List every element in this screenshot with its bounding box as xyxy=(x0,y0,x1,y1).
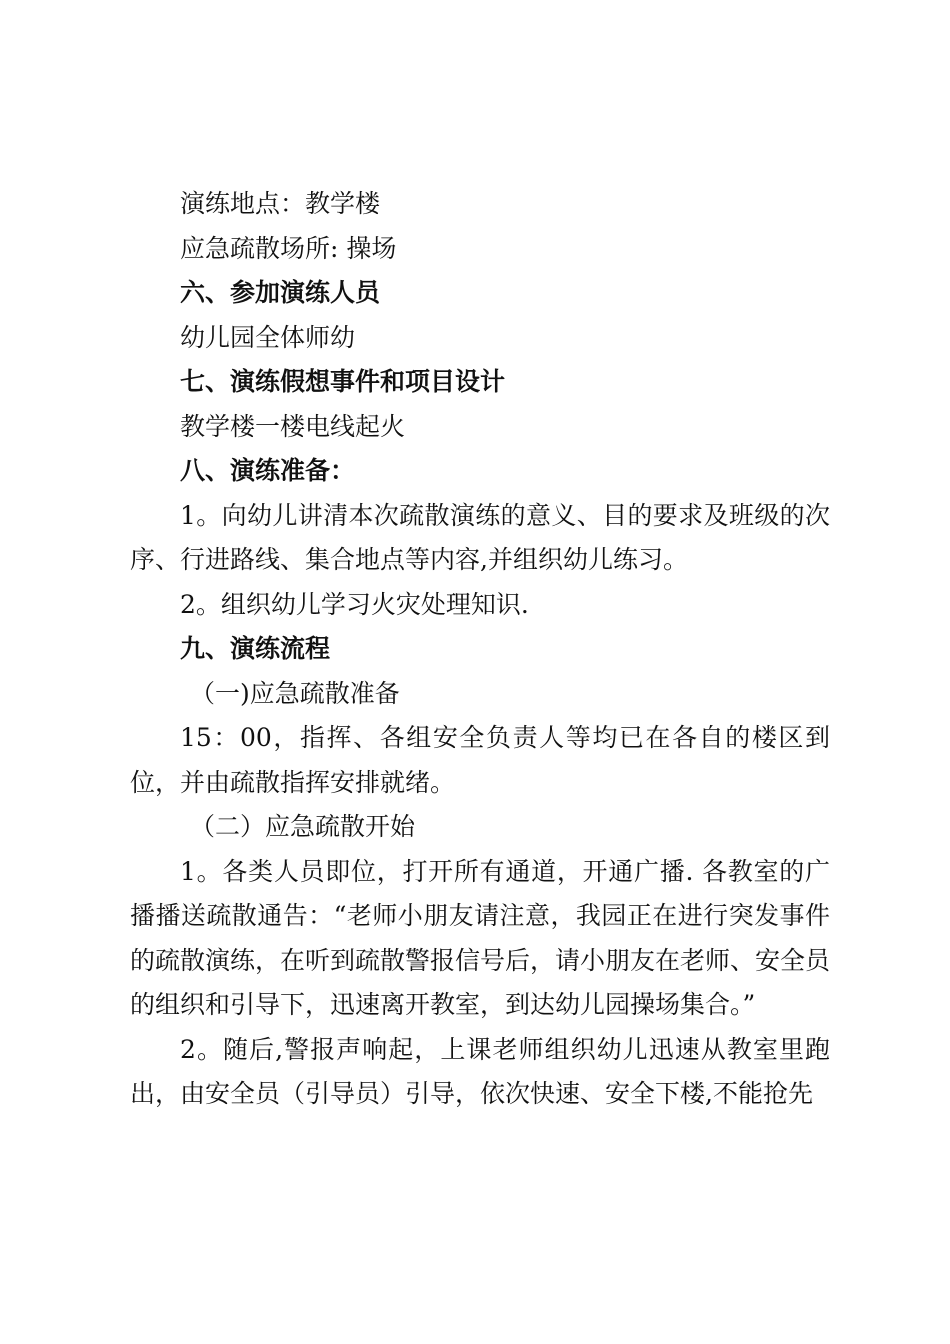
subsection-heading-preparation: （一)应急疏散准备 xyxy=(190,678,400,708)
start-step-2-paragraph: 2。随后,警报声响起，上课老师组织幼儿迅速从教室里跑出，由安全员（引导员）引导，依次快速、安全下楼,不能抢先 xyxy=(130,1034,830,1108)
preparation-item-1: 1。向幼儿讲清本次疏散演练的意义、目的要求及班级的次序、行进路线、集合地点等内容,并组织幼儿练习。 xyxy=(130,500,830,574)
section-heading-preparation: 八、演练准备： xyxy=(180,456,356,485)
section-heading-scenario: 七、演练假想事件和项目设计 xyxy=(180,367,506,396)
section-heading-participants: 六、参加演练人员 xyxy=(180,278,381,307)
participants-line: 幼儿园全体师幼 xyxy=(180,322,356,352)
document-body xyxy=(130,182,830,1117)
evacuation-site-line: 应急疏散场所: 操场 xyxy=(180,233,397,263)
section-heading-procedure: 九、演练流程 xyxy=(180,634,331,663)
start-step-1-paragraph: 1。各类人员即位，打开所有通道，开通广播. 各教室的广播播送疏散通告：“老师小朋友请注意，我园正在进行突发事件的疏散演练，在听到疏散警报信号后，请小朋友在老师、安全员的组织和引导下，迅速离开教室，到达幼儿园操场集合。” xyxy=(130,856,831,1019)
procedure-time-paragraph: 15：00，指挥、各组安全负责人等均已在各自的楼区到位，并由疏散指挥安排就绪。 xyxy=(130,723,830,797)
preparation-item-2: 2。组织幼儿学习火灾处理知识. xyxy=(180,589,529,619)
drill-location-line: 演练地点：教学楼 xyxy=(180,189,381,218)
scenario-line: 教学楼一楼电线起火 xyxy=(180,411,406,441)
subsection-heading-start: （二）应急疏散开始 xyxy=(190,812,416,841)
